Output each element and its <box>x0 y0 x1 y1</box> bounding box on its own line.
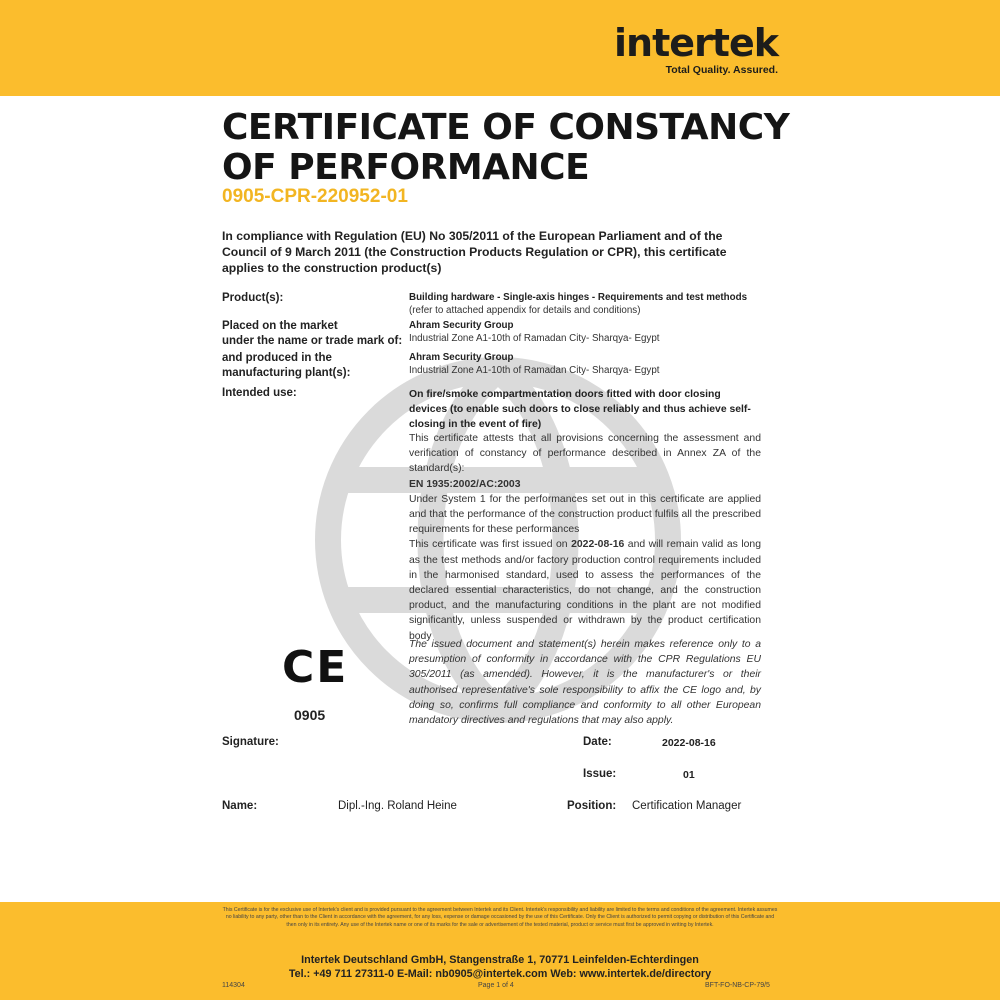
footer-contact: Tel.: +49 711 27311-0 E-Mail: nb0905@intertek.com Web: www.intertek.de/directory <box>288 968 712 980</box>
market-name: Ahram Security Group <box>409 320 514 331</box>
certificate-number: 0905-CPR-220952-01 <box>222 186 408 207</box>
title-line-1: CERTIFICATE OF CONSTANCY <box>222 107 790 148</box>
issued-text-post: and will remain valid as long as the test methods and/or factory production control requirements included in the harmonised standard, used to assess the performances of the declared essential characteristics, do not change, and the construction product, and the manufacturing conditions in the plant are not modified significantly, unless suspended or withdrawn by the product certification body <box>409 539 761 642</box>
document-code: 114304 <box>222 982 245 989</box>
plant-label-line-1: and produced in the <box>222 352 332 364</box>
plant-name: Ahram Security Group <box>409 352 514 363</box>
date-value: 2022-08-16 <box>662 737 716 749</box>
attest-text: This certificate attests that all provisions concerning the assessment and verification of constancy of performance described in Annex ZA of the standard(s): <box>409 433 761 475</box>
plant-address: Industrial Zone A1-10th of Ramadan City- Sharqya- Egypt <box>409 364 660 376</box>
market-label <box>222 319 402 349</box>
logo-word: intertek <box>614 21 778 65</box>
intended-use-text: On fire/smoke compartmentation doors fitted with door closing devices (to enable such doors to close reliably and thus achieve self-closing in the event of fire) <box>409 389 751 430</box>
attest-paragraph <box>409 431 761 644</box>
issued-text-pre: This certificate was first issued on <box>409 539 572 551</box>
standard-reference: EN 1935:2002/AC:2003 <box>409 478 521 490</box>
intro-paragraph: In compliance with Regulation (EU) No 305/2011 of the European Parliament and of the Council of 9 March 2011 (the Construction Products Regulation or CPR), this certificate applies to the construction product(s) <box>222 229 727 275</box>
market-label-line-2: under the name or trade mark of: <box>222 335 403 347</box>
ce-mark: CE <box>282 642 349 693</box>
position-label: Position: <box>567 800 617 812</box>
issued-date: 2022-08-16 <box>571 539 625 551</box>
name-label: Name: <box>222 800 258 812</box>
signature-label: Signature: <box>222 736 279 748</box>
intended-use-value <box>409 387 761 432</box>
system-text: Under System 1 for the performances set out in this certificate are applied and that the performance of the construction product fulfils all the prescribed requirements for these performances <box>409 493 761 536</box>
notified-body-number: 0905 <box>294 707 326 723</box>
position-value: Certification Manager <box>632 800 742 812</box>
title-line-2: OF PERFORMANCE <box>222 147 590 188</box>
product-label: Product(s): <box>222 292 284 304</box>
page-number: Page 1 of 4 <box>478 982 514 989</box>
market-label-line-1: Placed on the market <box>222 320 338 332</box>
product-name: Building hardware - Single-axis hinges - Requirements and test methods <box>409 292 748 303</box>
footer-address: Intertek Deutschland GmbH, Stangenstraße 1, 70771 Leinfelden-Echterdingen <box>301 954 699 966</box>
intertek-logo <box>614 21 778 76</box>
logo-tagline: Total Quality. Assured. <box>665 64 778 76</box>
footer-disclaimer: This Certificate is for the exclusive use of Intertek's client and is provided pursuant to the agreement between Intertek and its Client. Intertek's responsibility and liability are limited to the terms and conditions of the agreement. Intertek assumes no liability to any party, other than to the Client in accordance with the agreement, for any loss, expense or damage occasioned by the use of this Certificate. Only the Client is authorized to permit copying or distribution of this Certificate and then only in its entirety. Any use of the Intertek name or one of its marks for the sale or advertisement of the tested material, product or service must first be approved in writing by Intertek. <box>222 907 778 928</box>
disclaimer-italic: The issued document and statement(s) herein makes reference only to a presumption of conformity in accordance with the CPR Regulations EU 305/2011 (as amended). However, it is the manufacturer's or their authorised representative's sole responsibility to affix the CE logo and, by doing so, confirms full compliance and conformity to all other European mandatory directives and regulations that may also apply. <box>409 639 761 727</box>
date-label: Date: <box>583 736 612 748</box>
plant-label <box>222 351 350 381</box>
certificate-title <box>222 108 789 188</box>
issue-value: 01 <box>683 769 695 781</box>
market-value <box>409 320 761 345</box>
issue-label: Issue: <box>583 768 617 780</box>
product-note: (refer to attached appendix for details and conditions) <box>409 304 641 316</box>
intended-use-label: Intended use: <box>222 387 297 399</box>
form-code: BFT-FO-NB-CP-79/5 <box>705 982 770 989</box>
product-value <box>409 292 761 317</box>
market-address: Industrial Zone A1-10th of Ramadan City- Sharqya- Egypt <box>409 332 660 344</box>
header-band <box>0 0 1000 96</box>
name-value: Dipl.-Ing. Roland Heine <box>338 800 457 812</box>
plant-label-line-2: manufacturing plant(s): <box>222 367 351 379</box>
plant-value <box>409 352 761 377</box>
